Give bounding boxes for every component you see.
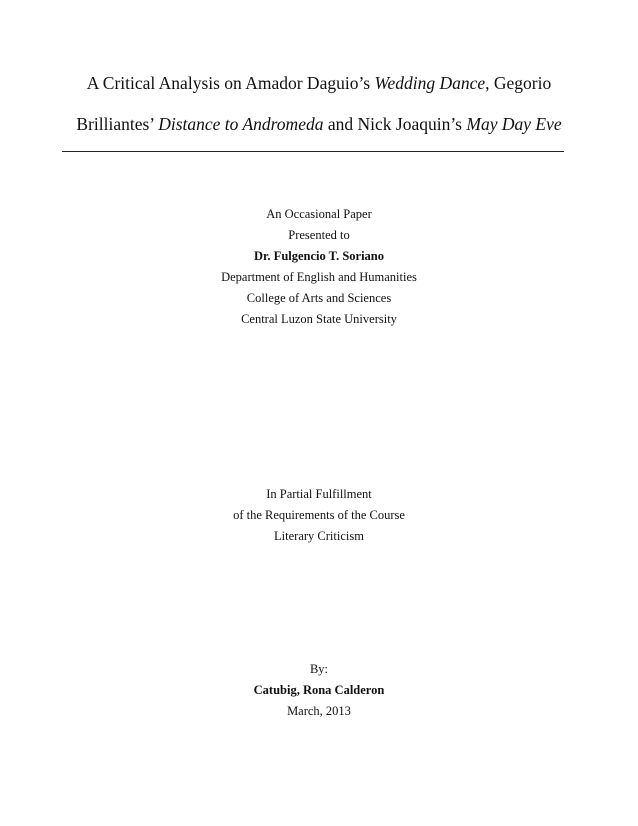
- title-text: , Gegorio: [485, 73, 552, 93]
- department-name: Department of English and Humanities: [221, 270, 417, 284]
- title-italic-work: Distance to Andromeda: [158, 114, 324, 134]
- title-text: Brilliantes’: [76, 114, 159, 134]
- university-name: Central Luzon State University: [241, 312, 397, 326]
- course-name: Literary Criticism: [274, 529, 364, 543]
- title-text: and Nick Joaquin’s: [323, 114, 467, 134]
- title-italic-work: Wedding Dance: [374, 73, 486, 93]
- title-line-1: [0, 72, 638, 94]
- by-label: By:: [309, 662, 329, 676]
- paper-type: An Occasional Paper: [266, 207, 372, 221]
- fulfillment-block: [0, 484, 638, 547]
- presentation-block: [0, 204, 638, 330]
- professor-name: Dr. Fulgencio T. Soriano: [254, 249, 384, 263]
- title-divider: [62, 151, 564, 152]
- title-line-2: [0, 113, 638, 135]
- title-text: A Critical Analysis on Amador Daguio’s: [86, 73, 375, 93]
- author-name: Catubig, Rona Calderon: [253, 683, 385, 697]
- college-name: College of Arts and Sciences: [246, 291, 392, 305]
- title-italic-work: May Day Eve: [466, 114, 562, 134]
- requirements-line: of the Requirements of the Course: [233, 508, 405, 522]
- submission-date: March, 2013: [287, 704, 351, 718]
- author-block: [0, 659, 638, 722]
- fulfillment-line: In Partial Fulfillment: [266, 487, 372, 501]
- presented-to-label: Presented to: [288, 228, 350, 242]
